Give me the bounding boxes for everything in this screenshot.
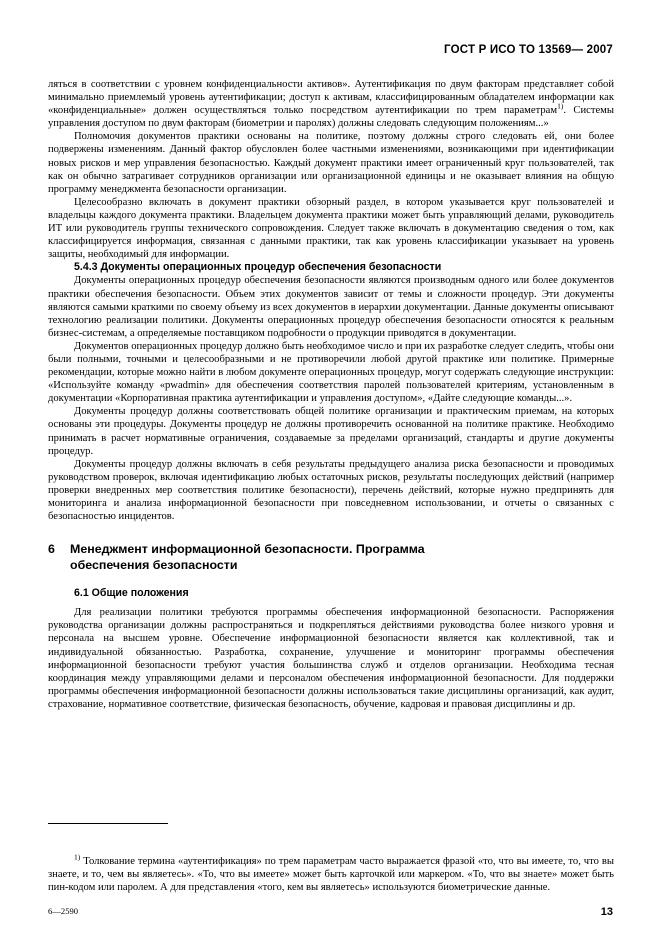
heading-section-6-line1: Менеджмент информационной безопасности. Программа <box>70 542 425 557</box>
paragraph-2: Полномочия документов практики основаны на политике, поэтому должны строго следовать ей, они более подвержены изменениям. Данный фактор обусловлен более частными изменениями, возникающими при идентификации новых рисков и мер управления безопасностью. Каждый документ практики имеет ограниченный круг пользователей, так как он обычно затрагивает сотрудников организации или организационной единицы и не оказывает влияния на общую программу менеджмента безопасности организации. <box>48 131 614 195</box>
heading-section-6 <box>48 541 614 573</box>
heading-section-6-line2: обеспечения безопасности <box>70 558 238 573</box>
page-content <box>48 78 614 711</box>
footnote-ref: 1) <box>557 101 564 111</box>
footnote-paragraph <box>48 852 614 894</box>
footnote-marker: 1) <box>74 852 81 862</box>
footnote-text: Толкование термина «аутентификация» по трем параметрам часто выражается фразой «то, что вы имеете, то, что вы знаете, и то, чем вы являетесь». «То, что вы имеете» может быть карточкой или маркером. «То, что вы знаете» может быть пин-кодом или паролем. А для представления «того, кем вы являетесь» используются биометрические данные. <box>48 855 614 893</box>
heading-5-4-3: 5.4.3 Документы операционных процедур обеспечения безопасности <box>74 261 442 274</box>
footer-signature: 6—2590 <box>48 906 79 916</box>
paragraph-1-cont: . Системы управления доступом по двум факторам (биометрии и паролях) должны следовать следующим положениям...» <box>48 105 615 130</box>
heading-6-1: 6.1 Общие положения <box>74 587 189 600</box>
spacer <box>48 523 614 541</box>
paragraph-1-text: ляться в соответствии с уровнем конфиденциальности активов». Аутентификация по двум факторам представляет собой минимально приемлемый уровень аутентификации; доступ к активам, классифицированным обладателем информации как «конфиденциальные» должен осуществляться только посредством аутентификации по трем параметрам <box>48 79 614 117</box>
page-number: 13 <box>600 906 613 918</box>
paragraph-8: Для реализации политики требуются программы обеспечения информационной безопасности. Распоряжения руководства организации должны распространяться и подкрепляться действиями руководства более низкого уровня и персонала на высшем уровне. Обеспечение информационной безопасности является как коллективной, так и индивидуальной обязанностью. Разработка, сохранение, улучшение и мониторинг программы обеспечения информационной безопасности требуют участия большинства служб и отделов организации. Необходима тесная координация между управляющими делами и персоналом обеспечения информационной безопасности. Для поддержки программы обеспечения информационной безопасности должны использоваться такие дисциплины организаций, как аудит, страхование, нормативное соответствие, физическая безопасность, обучение, кадровая и правовая дисциплины и др. <box>48 607 614 710</box>
page-header: ГОСТ Р ИСО ТО 13569— 2007 <box>444 44 613 56</box>
paragraph-1 <box>48 78 614 130</box>
paragraph-6: Документы процедур должны соответствовать общей политике организации и практическим приемам, на которых основаны эти процедуры. Документы процедур не должны противоречить основанной на политике практике. Необходимо принимать в расчет нормативные ограничения, создаваемые за пределами организаций, стандарты и другие документы процедур. <box>48 406 614 457</box>
paragraph-3: Целесообразно включать в документ практики обзорный раздел, в котором указывается круг пользователей и владельцы каждого документа практики. Владельцем документа практики может быть управляющий делами, руководитель ИТ или руководитель группы технического сопровождения. Следует также включать в документацию сведения о том, как классифицируется информация, связанная с данными практики, так как уровень классификации указывает на уровень защиты, необходимый для информации. <box>48 196 614 261</box>
footnote <box>48 852 614 894</box>
paragraph-5: Документов операционных процедур должно быть необходимое число и при их разработке следует следить, чтобы они были полными, точными и целесообразными и не противоречили любой другой практике или политике. Примерные рекомендации, которые можно найти в любом документе операционных процедур, могут содержать следующие инструкции: «Используйте команду «pwadmin» для обеспечения соответствия паролей пользователей критериям, установленным в документации «Корпоративная практика аутентификации и управления доступом», «Дайте следующие команды...». <box>48 340 614 405</box>
footnote-divider <box>48 823 168 824</box>
spacer <box>48 573 614 587</box>
paragraph-4: Документы операционных процедур обеспечения безопасности являются производным одного или более документов практики обеспечения безопасности. Объем этих документов зависит от темы и сложности процедур. Эти документы являются самыми краткими по своему объему из всех документов в иерархии документации. Данные документы описывают технологию реализации политики. Документы операционных процедур обеспечения безопасности относятся к реальным бизнес-системам, а определяемые поставщиком подробности о продукции приводятся в документации. <box>48 275 614 339</box>
paragraph-7: Документы процедур должны включать в себя результаты предыдущего анализа риска безопасности и проводимых руководством проверок, включая идентификацию любых остаточных рисков, результаты последующих действий (например проверки внедренных мер соответствия политике безопасности), перечень действий, которые нужно предпринять для мониторинга и анализа информационной безопасности при повседневном использовании, и отчеты о связанных с безопасностью инцидентов. <box>48 458 614 523</box>
heading-section-6-number: 6 <box>48 542 55 557</box>
